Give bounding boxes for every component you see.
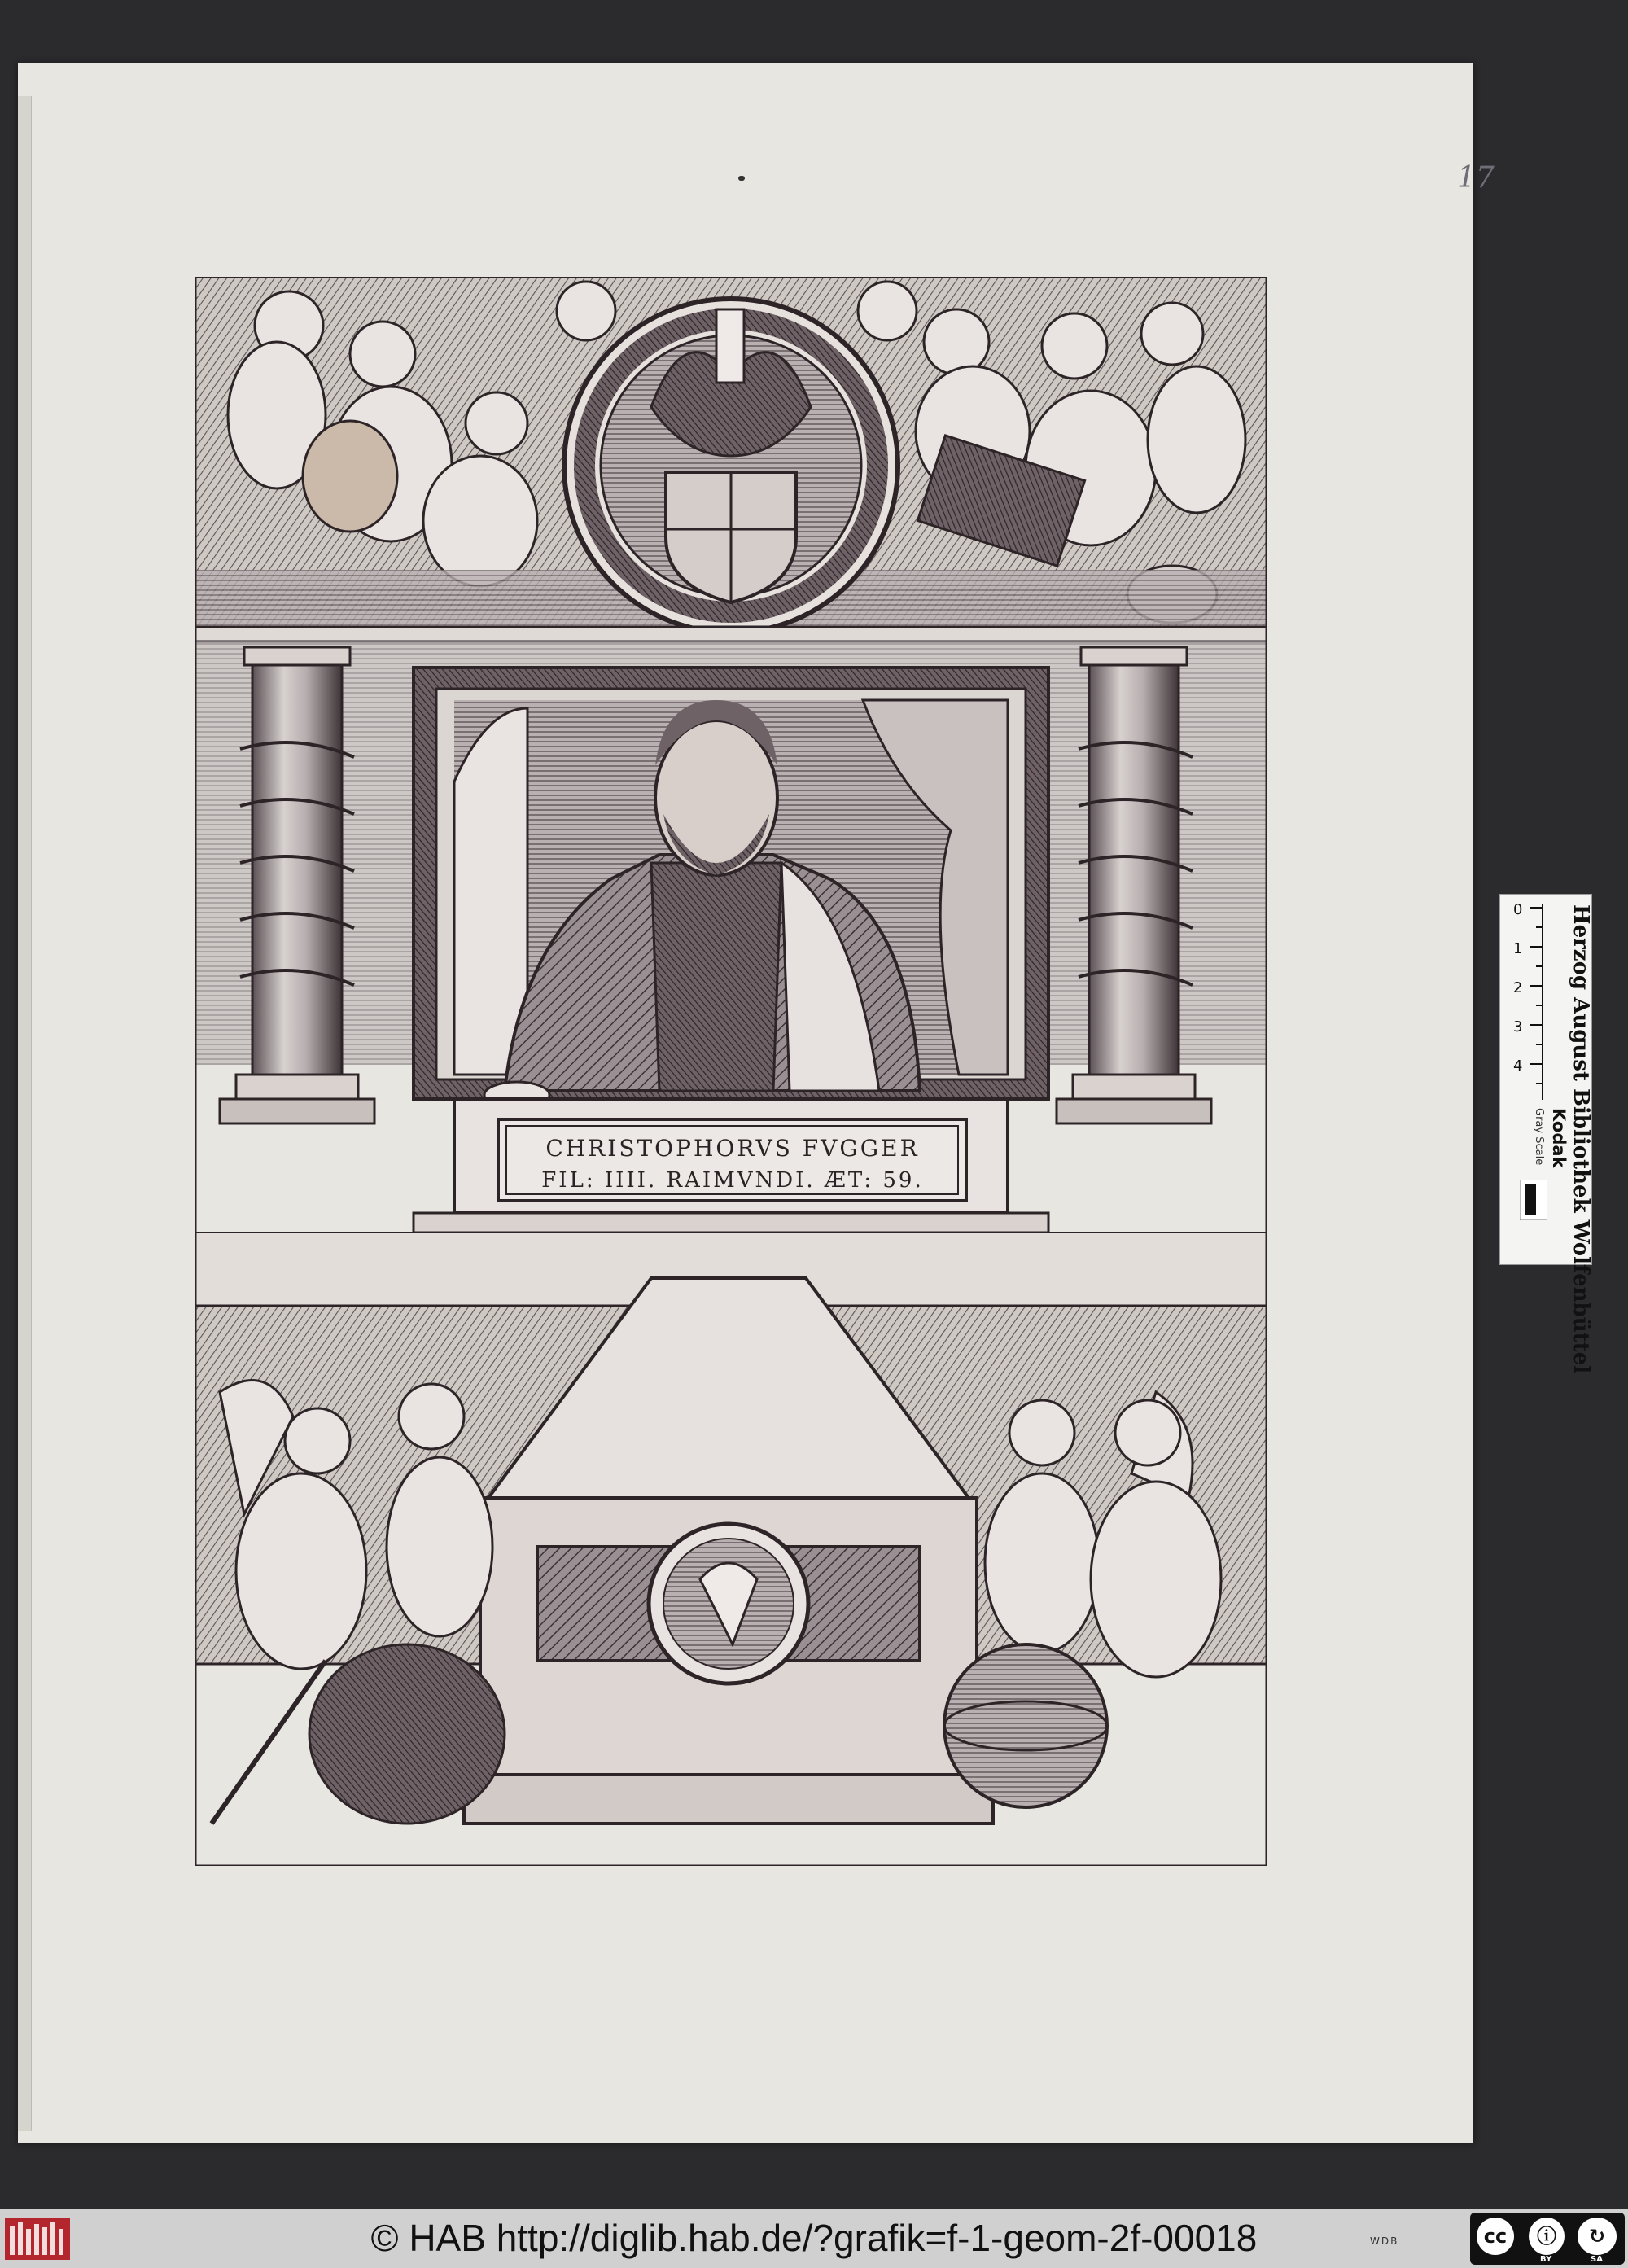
page-edge — [18, 96, 32, 2131]
scale-card-title: Herzog August Bibliothek Wolfenbüttel — [1569, 904, 1593, 1374]
footer-url-text[interactable]: © HAB http://diglib.hab.de/?grafik=f-1-geom-2f-00018 — [370, 2217, 1258, 2259]
scale-brand: Kodak — [1549, 1108, 1569, 1168]
color-scale-card — [1499, 894, 1593, 1374]
middle-architecture — [195, 641, 1267, 1306]
ruler-tick-0: 0 — [1513, 904, 1523, 918]
cc-icon: cc — [1477, 2218, 1514, 2255]
ruler-tick-2: 2 — [1513, 979, 1523, 996]
by-label: BY — [1540, 2255, 1552, 2264]
plaque-line-2: FIL: IIII. RAIMVNDI. ÆT: 59. — [541, 1168, 924, 1193]
footer-bar — [0, 2209, 1628, 2268]
ruler-tick-3: 3 — [1513, 1018, 1523, 1035]
wdb-label: WDB — [1370, 2235, 1399, 2247]
ink-speck — [738, 176, 745, 181]
top-frieze — [195, 277, 1267, 641]
ruler-tick-1: 1 — [1513, 940, 1523, 957]
scale-grey-label: Gray Scale — [1533, 1108, 1545, 1166]
by-icon: ⓘ — [1529, 2218, 1565, 2255]
ruler-scale — [1508, 904, 1549, 1100]
plaque-line-1: CHRISTOPHORVS FVGGER — [545, 1135, 920, 1162]
portrait-engraving — [195, 277, 1267, 1866]
bottom-pedestal — [195, 1278, 1267, 1824]
cc-by-sa-icon[interactable] — [1470, 2213, 1625, 2265]
grey-patch — [1520, 1180, 1547, 1220]
ruler-tick-4: 4 — [1513, 1057, 1523, 1075]
sa-icon: ↻ — [1578, 2218, 1617, 2255]
sa-label: SA — [1591, 2255, 1603, 2264]
folio-number: 17 — [1457, 161, 1495, 195]
